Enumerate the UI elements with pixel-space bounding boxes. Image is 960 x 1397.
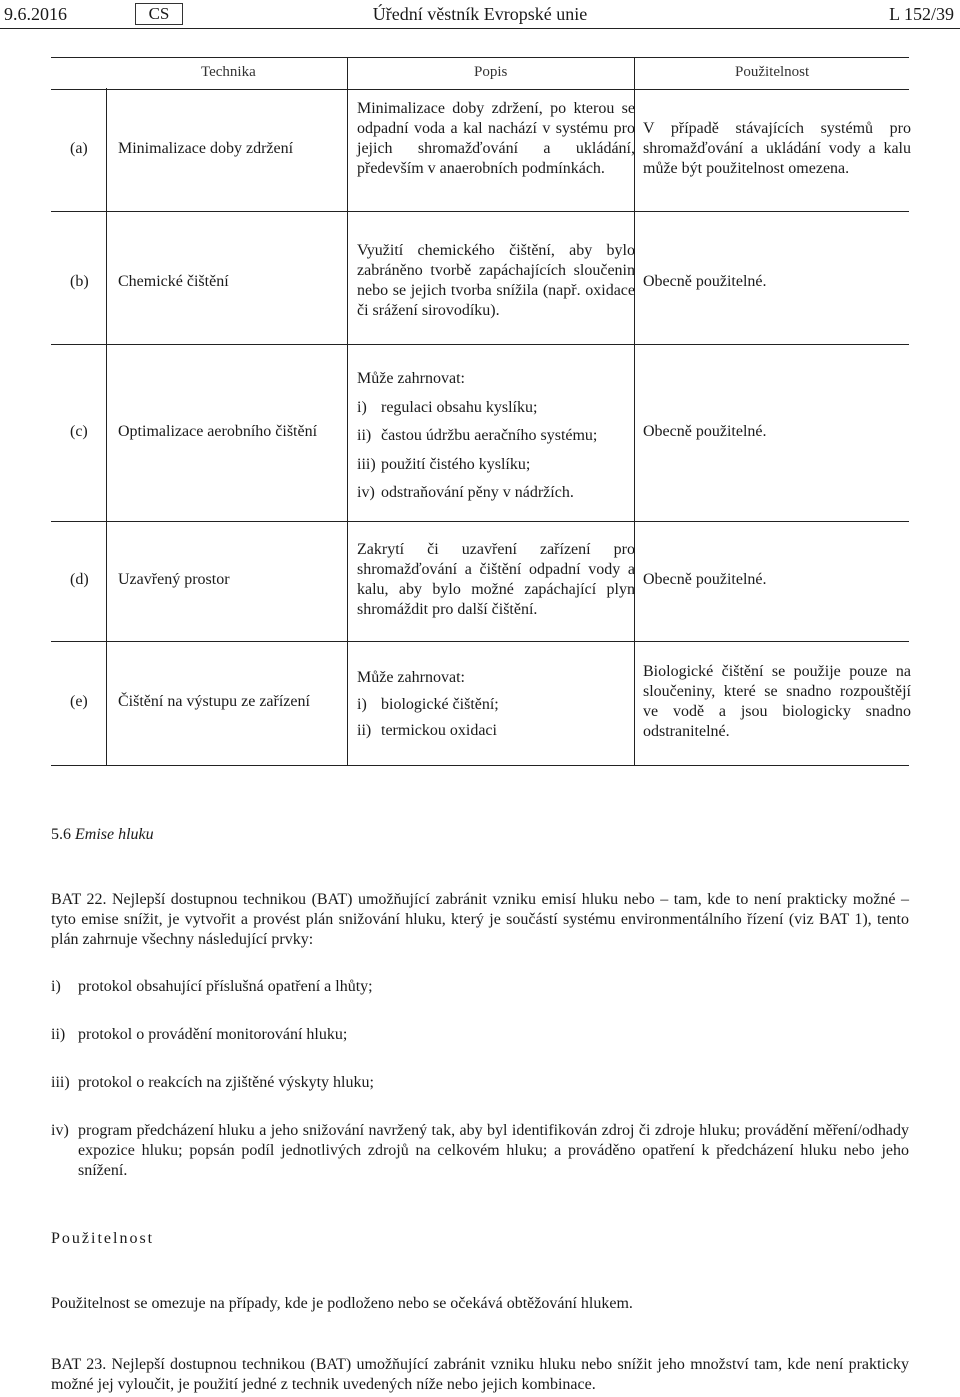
row-technique: Chemické čištění: [118, 273, 229, 290]
item-text: program předcházení hluku a jeho snižování navržený tak, aby byl identifikován zdroj či zdroje hluku; provádění měření/odhady expozice hluku; popsán podíl jednotlivých zdrojů na celkovém hluku; a prováděno opatření k předcházení hluku nebo jeho snížení.: [78, 1122, 909, 1179]
row-applicability: Biologické čištění se použije pouze na sloučeniny, které se snadno rozpouštějí ve vodě a jsou biologicky snadno odstranitelné.: [643, 663, 911, 740]
row-technique: Uzavřený prostor: [118, 571, 230, 588]
item-number: ii): [357, 427, 372, 445]
item-number: iv): [357, 484, 375, 502]
item-number: iii): [357, 455, 376, 473]
description-item: [357, 479, 635, 508]
journal-title: Úřední věstník Evropské unie: [372, 4, 588, 24]
item-text: termickou oxidaci: [381, 722, 497, 739]
description-item: [357, 692, 635, 719]
item-text: biologické čištění;: [381, 695, 499, 713]
table-row: [51, 211, 909, 344]
row-letter: (d): [70, 571, 89, 588]
description-item: [357, 451, 635, 480]
header-applicability: Použitelnost: [735, 64, 810, 80]
row-description: Zakrytí či uzavření zařízení pro shromažďování a čištění odpadní vody a kalu, aby bylo možné zapáchající plyn shromáždit pro další čištění.: [357, 541, 635, 618]
publication-date: 9.6.2016: [4, 4, 67, 24]
row-applicability: V případě stávajících systémů pro shromažďování a ukládání vody a kalu může být použitelnost omezena.: [643, 120, 911, 177]
item-number: iii): [51, 1074, 70, 1091]
row-applicability: Obecně použitelné.: [643, 423, 767, 440]
applicability-heading: Použitelnost: [51, 1230, 155, 1247]
row-description: [357, 665, 635, 745]
item-number: i): [357, 695, 367, 713]
section-heading: [51, 826, 154, 844]
row-letter: (c): [70, 423, 88, 440]
applicability-text: Použitelnost se omezuje na případy, kde je podloženo nebo se očekává obtěžování hlukem.: [51, 1295, 633, 1312]
header-technique: Technika: [201, 64, 256, 80]
item-number: iv): [51, 1122, 69, 1139]
table-row: [51, 641, 909, 765]
row-technique: Minimalizace doby zdržení: [118, 140, 294, 157]
row-letter: (e): [70, 693, 88, 710]
bat22-paragraph: BAT 22. Nejlepší dostupnou technikou (BAT) umožňující zabránit vzniku emisí hluku nebo – tam, kde to není prakticky možné – tyto emise snížit, je vytvořit a provést plán snižování hluku, který je součástí systému environmentálního řízení (viz BAT 1), tento plán zahrnuje všechny následující prvky:: [51, 891, 909, 948]
row-letter: (b): [70, 273, 89, 290]
page-reference: L 152/39: [889, 4, 954, 24]
item-text: protokol o provádění monitorování hluku;: [78, 1026, 348, 1043]
item-number: ii): [357, 722, 372, 739]
table-row: [51, 88, 909, 211]
item-text: regulaci obsahu kyslíku;: [381, 398, 538, 416]
table-header: [51, 57, 909, 90]
description-item: [357, 422, 635, 451]
item-text: odstraňování pěny v nádržích.: [381, 484, 574, 502]
row-letter: (a): [70, 140, 88, 157]
table-row: [51, 521, 909, 641]
item-text: protokol obsahující příslušná opatření a lhůty;: [78, 978, 373, 995]
item-number: i): [357, 398, 367, 416]
row-description: Minimalizace doby zdržení, po kterou se odpadní voda a kal nachází v systému pro jejich shromažďování a ukládání, především v anaerobních podmínkách.: [357, 100, 635, 177]
row-applicability: Obecně použitelné.: [643, 273, 767, 290]
item-text: protokol o reakcích na zjištěné výskyty hluku;: [78, 1074, 374, 1091]
row-divider: [51, 765, 909, 766]
row-technique: Optimalizace aerobního čištění: [118, 423, 318, 440]
section-title: Emise hluku: [75, 826, 154, 843]
item-text: častou údržbu aeračního systému;: [381, 427, 598, 445]
description-intro: Může zahrnovat:: [357, 669, 465, 686]
header-description: Popis: [474, 64, 508, 80]
row-description: [357, 365, 635, 508]
page-header: [0, 0, 960, 29]
row-applicability: Obecně použitelné.: [643, 571, 767, 588]
item-number: ii): [51, 1026, 66, 1043]
item-text: použití čistého kyslíku;: [381, 455, 531, 473]
bat23-paragraph: BAT 23. Nejlepší dostupnou technikou (BAT) umožňující zabránit vzniku hluku nebo snížit jeho množství tam, kde není prakticky možné jej vyloučit, je použití jedné z technik uvedených níže nebo jejich kombinace.: [51, 1356, 909, 1393]
description-item: [357, 394, 635, 423]
description-intro: Může zahrnovat:: [357, 370, 465, 387]
description-item: [357, 718, 635, 745]
row-description: Využití chemického čištění, aby bylo zabráněno tvorbě zapáchajících sloučenin nebo se jejich tvorba snížila (např. oxidace či srážení sirovodíku).: [357, 242, 635, 319]
section-number: 5.6: [51, 826, 71, 843]
table-row: [51, 344, 909, 521]
row-technique: Čištění na výstupu ze zařízení: [118, 693, 310, 710]
item-number: i): [51, 978, 61, 995]
language-badge: CS: [135, 3, 183, 25]
